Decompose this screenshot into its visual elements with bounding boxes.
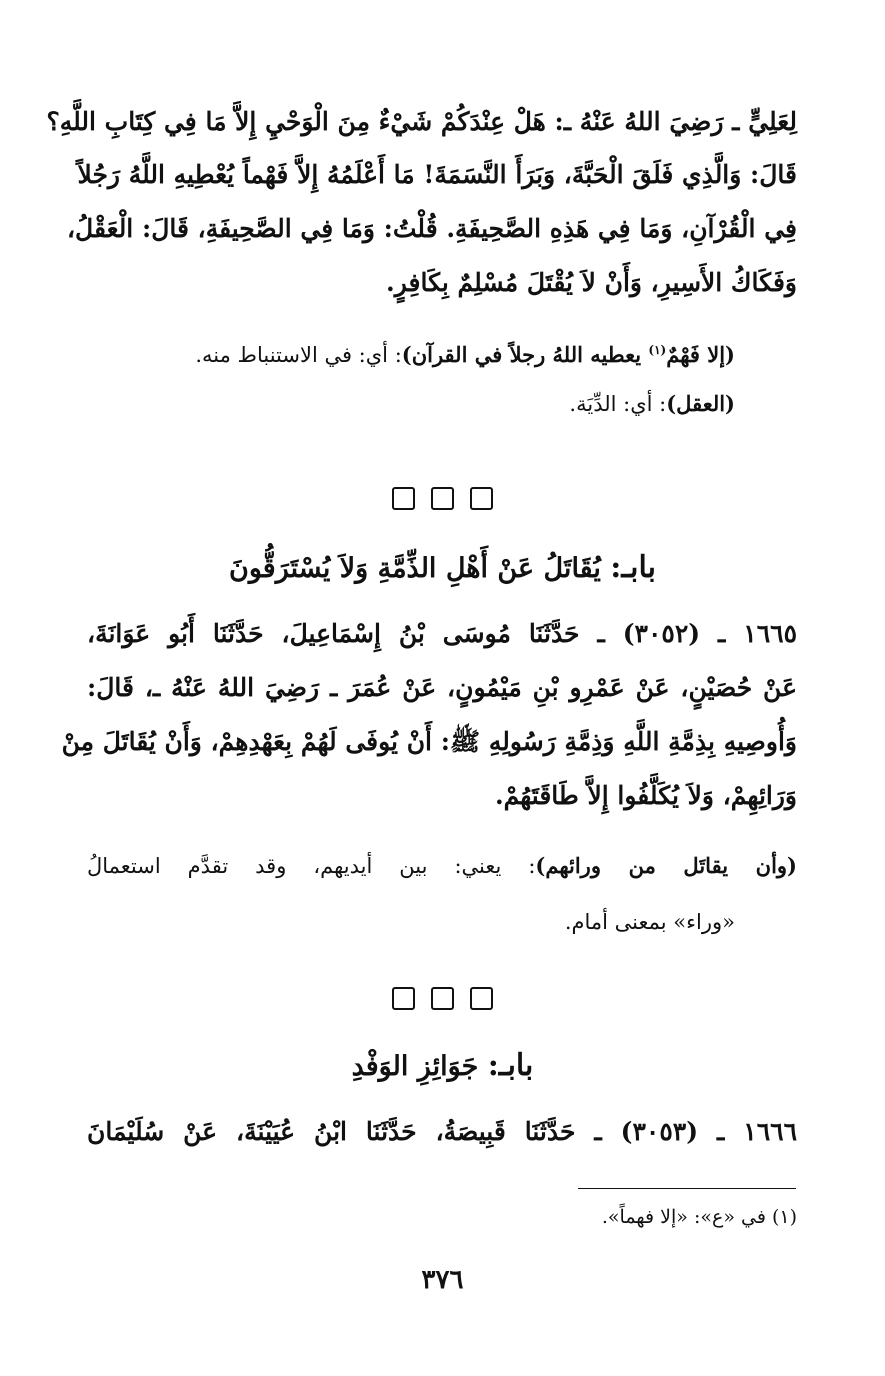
commentary-key: (العقل) <box>666 391 735 416</box>
commentary-line <box>569 386 735 422</box>
commentary-line: «وراء» بمعنى أمام. <box>564 910 735 934</box>
page-number: ٣٧٦ <box>421 1265 464 1295</box>
hadith-line: وَأُوصِيهِ بِذِمَّةِ اللَّهِ وَذِمَّةِ رَسُولِهِ ﷺ: أَنْ يُوفَى لَهُمْ بِعَهْدِهِمْ، وَأَنْ يُقَاتَلَ مِنْ <box>61 727 797 756</box>
hadith-line: ١٦٦٥ ـ (٣٠٥٢) ـ حَدَّثَنَا مُوسَى بْنُ إِسْمَاعِيلَ، حَدَّثَنَا أَبُو عَوَانَةَ، <box>87 619 797 648</box>
hadith-line: لِعَلِيٍّ ـ رَضِيَ اللهُ عَنْهُ ـ: هَلْ عِنْدَكُمْ شَيْءٌ مِنَ الْوَحْيِ إِلاَّ مَا فِي كِتَابِ اللَّهِ؟ <box>46 107 797 136</box>
chapter-title <box>0 1044 885 1089</box>
section-separator <box>0 480 885 514</box>
chapter-label: بابـ: <box>610 550 656 585</box>
hadith-line: ١٦٦٦ ـ (٣٠٥٣) ـ حَدَّثَنَا قَبِيصَةُ، حَدَّثَنَا ابْنُ عُيَيْنَةَ، عَنْ سُلَيْمَانَ <box>87 1117 798 1146</box>
commentary-text: : أي: الدِّيَة. <box>569 392 667 416</box>
footnote-divider <box>578 1188 796 1189</box>
chapter-title-text: يُقَاتَلُ عَنْ أَهْلِ الذِّمَّةِ وَلاَ يُسْتَرَقُّونَ <box>229 553 611 584</box>
square-ornament-icon <box>392 987 415 1010</box>
chapter-title <box>0 546 885 591</box>
commentary-line <box>87 848 797 884</box>
hadith-line: فِي الْقُرْآنِ، وَمَا فِي هَذِهِ الصَّحِيفَةِ. قُلْتُ: وَمَا فِي الصَّحِيفَةِ، قَالَ: الْعَقْلُ، <box>66 214 797 243</box>
commentary-key: (وأن يقاتَل من ورائهم) <box>535 853 797 878</box>
chapter-title-text: جَوَائِزِ الوَفْدِ <box>351 1051 488 1082</box>
square-ornament-icon <box>392 487 415 510</box>
commentary-text: : يعني: بين أيديهم، وقد تقدَّم استعمالُ <box>87 854 536 878</box>
commentary-line <box>195 332 735 373</box>
hadith-line: وَرَائِهِمْ، وَلاَ يُكَلَّفُوا إِلاَّ طَاقَتَهُمْ. <box>494 781 797 810</box>
hadith-line: عَنْ حُصَيْنٍ، عَنْ عَمْرِو بْنِ مَيْمُونٍ، عَنْ عُمَرَ ـ رَضِيَ اللهُ عَنْهُ ـ، قَالَ: <box>87 673 797 702</box>
section-separator <box>0 980 885 1014</box>
chapter-label: بابـ: <box>487 1048 534 1083</box>
footnote: (١) في «ع»: «إلا فهماً». <box>601 1206 797 1228</box>
hadith-line: وَفَكَاكُ الأَسِيرِ، وَأَنْ لاَ يُقْتَلَ مُسْلِمٌ بِكَافِرٍ. <box>386 268 797 297</box>
square-ornament-icon <box>470 487 493 510</box>
footnote-ref: (١) <box>648 343 667 357</box>
commentary-key: (إلا فَهْمٌ$^{(١)}$ يعطيه اللهُ رجلاً في القرآن) <box>401 342 735 367</box>
square-ornament-icon <box>470 987 493 1010</box>
hadith-line: قَالَ: وَالَّذِي فَلَقَ الْحَبَّةَ، وَبَرَأَ النَّسَمَةَ! مَا أَعْلَمُهُ إِلاَّ فَهْماً يُعْطِيهِ اللَّهُ رَجُلاً <box>77 160 797 189</box>
square-ornament-icon <box>431 487 454 510</box>
commentary-text: : أي: في الاستنباط منه. <box>195 343 402 367</box>
square-ornament-icon <box>431 987 454 1010</box>
